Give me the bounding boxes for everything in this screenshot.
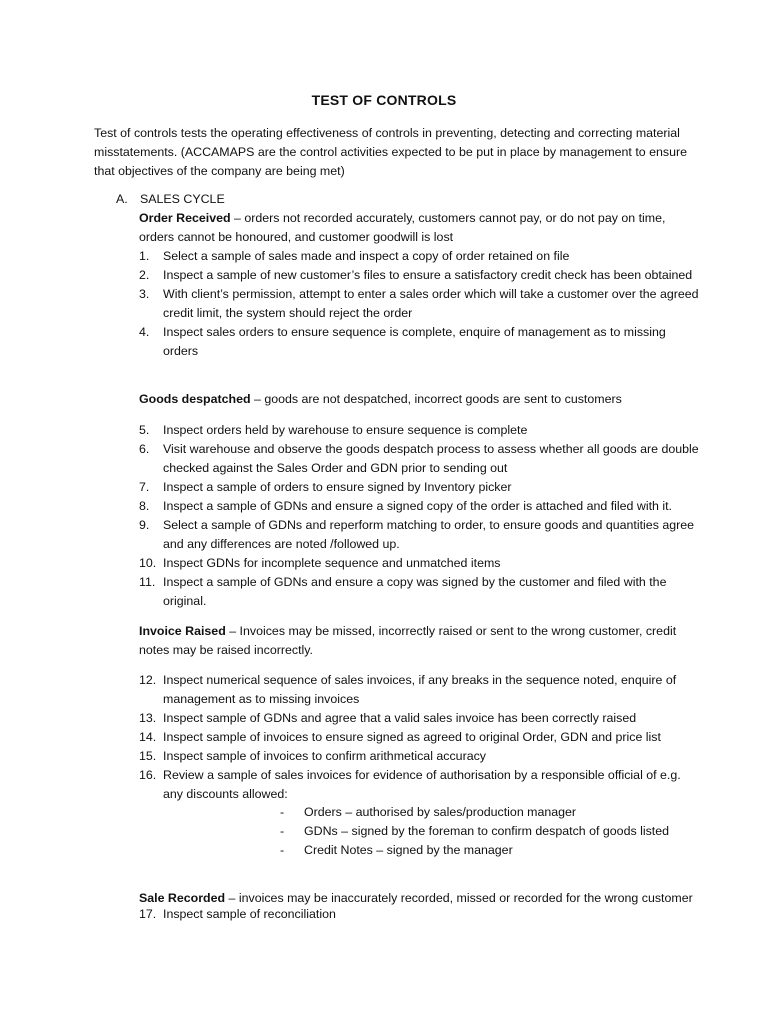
- dash: -: [280, 805, 285, 819]
- list-item: [139, 516, 699, 554]
- goods-despatched-block: [139, 390, 699, 409]
- item-number: 4.: [139, 325, 150, 339]
- order-received-heading: Order Received: [139, 211, 231, 225]
- item-number: 11.: [139, 575, 156, 589]
- list-item: [139, 709, 699, 728]
- list-item: [139, 766, 699, 804]
- invoice-raised-list: [139, 671, 699, 804]
- item-number: 14.: [139, 730, 157, 744]
- item-number: 8.: [139, 499, 150, 513]
- sub-item: [280, 822, 669, 841]
- sale-recorded-heading: Sale Recorded: [139, 891, 226, 905]
- invoice-raised-lead: [139, 622, 699, 660]
- section-heading: [116, 190, 225, 209]
- invoice-subitems: [280, 803, 669, 860]
- item-text: Inspect sample of GDNs and agree that a valid sales invoice has been correctly raised: [163, 711, 637, 725]
- list-item: [139, 497, 699, 516]
- item-number: 17.: [139, 907, 157, 921]
- item-text: Inspect sample of invoices to ensure signed as agreed to original Order, GDN and price list: [163, 730, 661, 744]
- list-item: [139, 266, 699, 285]
- item-number: 9.: [139, 518, 150, 532]
- item-text: Inspect a sample of orders to ensure signed by Inventory picker: [163, 480, 512, 494]
- invoice-raised-block: [139, 622, 699, 660]
- list-item: [139, 247, 699, 266]
- item-number: 3.: [139, 287, 150, 301]
- dash: -: [280, 824, 285, 838]
- dash: -: [280, 843, 285, 857]
- invoice-raised-heading: Invoice Raised: [139, 624, 226, 638]
- order-received-lead: [139, 209, 699, 247]
- item-text: Inspect sales orders to ensure sequence is complete, enquire of management as to missing orders: [163, 325, 666, 358]
- item-text: Select a sample of GDNs and reperform matching to order, to ensure goods and quantities agree and any differences are noted /followed up.: [163, 518, 695, 551]
- item-text: Inspect a sample of GDNs and ensure a signed copy of the order is attached and filed with it.: [163, 499, 672, 513]
- item-text: Visit warehouse and observe the goods despatch process to assess whether all goods are double checked against the Sales Order and GDN prior to sending out: [163, 442, 699, 475]
- item-number: 2.: [139, 268, 150, 282]
- item-number: 13.: [139, 711, 157, 725]
- sale-recorded-text: – invoices may be inaccurately recorded, missed or recorded for the wrong customer: [225, 891, 693, 905]
- item-text: Inspect GDNs for incomplete sequence and unmatched items: [163, 556, 501, 570]
- item-number: 12.: [139, 673, 157, 687]
- item-number: 1.: [139, 249, 150, 263]
- list-item: [139, 323, 699, 361]
- list-item: [139, 747, 699, 766]
- item-number: 10.: [139, 556, 157, 570]
- intro-paragraph: Test of controls tests the operating effectiveness of controls in preventing, detecting and correcting material misstatements. (ACCAMAPS are the control activities expected to be put in place by management to ensure that objectives of the company are being met): [94, 126, 687, 178]
- sale-recorded-list: [139, 905, 699, 924]
- item-text: Inspect a sample of GDNs and ensure a copy was signed by the customer and filed with the original.: [163, 575, 667, 608]
- item-text: Inspect sample of reconciliation: [163, 907, 336, 921]
- item-number: 6.: [139, 442, 150, 456]
- item-number: 7.: [139, 480, 150, 494]
- goods-despatched-text: – goods are not despatched, incorrect goods are sent to customers: [250, 392, 622, 406]
- list-item: [139, 728, 699, 747]
- order-received-list: [139, 247, 699, 361]
- list-item: [139, 573, 699, 611]
- item-text: Inspect sample of invoices to confirm arithmetical accuracy: [163, 749, 486, 763]
- item-number: 5.: [139, 423, 150, 437]
- item-text: Review a sample of sales invoices for evidence of authorisation by a responsible official of e.g. any discounts allowed:: [163, 768, 681, 801]
- item-text: Select a sample of sales made and inspect a copy of order retained on file: [163, 249, 570, 263]
- sub-item: [280, 841, 669, 860]
- order-received-text: – orders not recorded accurately, customers cannot pay, or do not pay on time, orders cannot be honoured, and customer goodwill is lost: [139, 211, 666, 244]
- invoice-raised-items: [139, 671, 699, 804]
- item-text: Inspect orders held by warehouse to ensure sequence is complete: [163, 423, 528, 437]
- item-text: Inspect a sample of new customer’s files to ensure a satisfactory credit check has been obtained: [163, 268, 693, 282]
- sub-item-text: Credit Notes – signed by the manager: [304, 843, 513, 857]
- goods-despatched-list: [139, 421, 699, 611]
- item-text: With client’s permission, attempt to enter a sales order which will take a customer over the agreed credit limit, the system should reject the order: [163, 287, 699, 320]
- goods-despatched-items: [139, 421, 699, 611]
- page-title: TEST OF CONTROLS: [311, 92, 457, 108]
- list-item: [139, 905, 699, 924]
- list-item: [139, 421, 699, 440]
- sale-recorded-block: [139, 889, 699, 924]
- item-text: Inspect numerical sequence of sales invoices, if any breaks in the sequence noted, enquire of management as to missing invoices: [163, 673, 677, 706]
- item-number: 15.: [139, 749, 157, 763]
- sub-item-text: Orders – authorised by sales/production manager: [304, 805, 577, 819]
- order-received-block: [139, 209, 699, 361]
- list-item: [139, 440, 699, 478]
- list-item: [139, 671, 699, 709]
- list-item: [139, 554, 699, 573]
- item-number: 16.: [139, 768, 157, 782]
- goods-despatched-lead: [139, 390, 699, 409]
- invoice-raised-text: – Invoices may be missed, incorrectly raised or sent to the wrong customer, credit notes may be raised incorrectly.: [139, 624, 677, 657]
- section-label: SALES CYCLE: [140, 192, 225, 206]
- goods-despatched-heading: Goods despatched: [139, 392, 251, 406]
- list-item: [139, 478, 699, 497]
- section-letter: A.: [116, 192, 128, 206]
- list-item: [139, 285, 699, 323]
- sub-item-text: GDNs – signed by the foreman to confirm despatch of goods listed: [304, 824, 670, 838]
- sub-item: [280, 803, 669, 822]
